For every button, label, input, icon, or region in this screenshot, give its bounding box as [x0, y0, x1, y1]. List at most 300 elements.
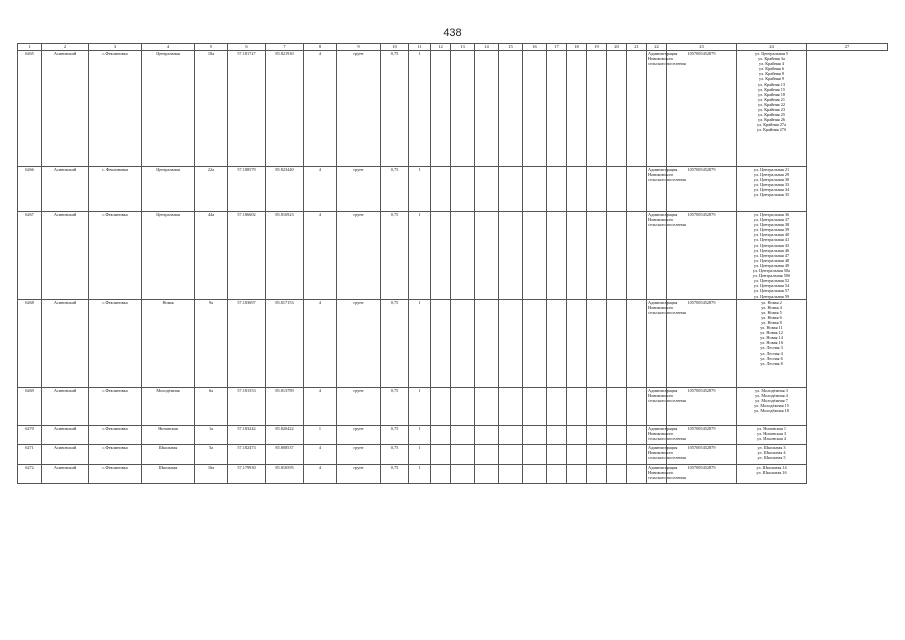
- column-header-5: 5: [195, 44, 228, 51]
- column-header-20: 20: [607, 44, 627, 51]
- cell-addresses: [737, 167, 807, 212]
- cell-empty: [475, 299, 499, 387]
- cell-ogrn: 1057005452879: [667, 425, 737, 444]
- cell-lat: 57.181727: [228, 51, 266, 167]
- column-header-22: 22: [647, 44, 667, 51]
- cell-area: 0,75: [381, 387, 409, 425]
- cell-street: Ничанская: [142, 425, 195, 444]
- cell-c8: 4: [304, 387, 337, 425]
- cell-empty: [567, 464, 587, 483]
- column-header-18: 18: [567, 44, 587, 51]
- admin-line: Администрация: [648, 444, 678, 450]
- address-line: ул. Крайняя 13: [757, 81, 786, 87]
- admin-line: Новиковского: [648, 449, 674, 455]
- cell-admin: [647, 299, 686, 387]
- cell-house: 22а: [195, 167, 228, 212]
- cell-district: Асиновский: [42, 387, 89, 425]
- cell-num: 6269: [18, 387, 42, 425]
- address-line: ул. Центральная 46: [753, 247, 790, 253]
- address-line: ул. Крайняя 15: [757, 86, 786, 92]
- address-line: ул. Центральная 33: [753, 182, 790, 188]
- cell-empty: [451, 51, 475, 167]
- cell-addresses: [737, 425, 807, 444]
- cell-empty: [547, 425, 567, 444]
- cell-count: 1: [409, 299, 431, 387]
- column-header-6: 6: [228, 44, 266, 51]
- column-header-24: 24: [737, 44, 807, 51]
- cell-empty: [587, 444, 607, 464]
- cell-addresses: [737, 464, 807, 483]
- address-line: ул. Школьная 14: [756, 464, 787, 470]
- table-row: [18, 167, 888, 212]
- cell-c8: 4: [304, 51, 337, 167]
- cell-ogrn: 1057005452879: [667, 51, 737, 167]
- cell-street: Школьная: [142, 444, 195, 464]
- cell-empty: [567, 387, 587, 425]
- cell-locality: с.Феклиновка: [89, 464, 142, 483]
- cell-house: 1а: [195, 425, 228, 444]
- address-line: ул. Центральная 21: [753, 167, 790, 172]
- cell-empty: [587, 464, 607, 483]
- cell-empty: [607, 167, 627, 212]
- address-line: ул. Центральная 41: [753, 237, 790, 243]
- cell-street: Центральная: [142, 212, 195, 300]
- cell-empty: [523, 167, 547, 212]
- cell-empty: [607, 464, 627, 483]
- cell-count: 1: [409, 444, 431, 464]
- admin-line: Новиковского: [648, 304, 674, 310]
- cell-empty: [627, 425, 647, 444]
- address-line: ул. Центральная 47: [753, 252, 790, 258]
- cell-lat: 57.179930: [228, 464, 266, 483]
- admin-line: Администрация: [648, 425, 678, 431]
- cell-empty: [607, 387, 627, 425]
- cell-lon: 85.808537: [266, 444, 304, 464]
- cell-addresses: [737, 299, 807, 387]
- cell-empty: [587, 299, 607, 387]
- column-header-14: 14: [475, 44, 499, 51]
- address-line: ул. Центральная 43: [753, 242, 790, 248]
- cell-count: 1: [409, 387, 431, 425]
- column-header-2: 2: [42, 44, 89, 51]
- table-row: [18, 299, 888, 387]
- cell-empty: [523, 387, 547, 425]
- address-line: ул. Молодёжная 4: [755, 392, 788, 398]
- cell-street: Новая: [142, 299, 195, 387]
- address-line: ул. Центральная 54: [753, 283, 790, 289]
- address-line: ул. Центральная 49: [753, 262, 790, 268]
- address-line: ул. Крайняя 23: [757, 107, 786, 113]
- cell-admin: [647, 464, 686, 483]
- cell-empty: [547, 212, 567, 300]
- column-header-10: 10: [381, 44, 409, 51]
- cell-empty: [475, 387, 499, 425]
- address-line: ул. Ничанская 3: [756, 430, 787, 436]
- admin-line: сельского поселения: [648, 222, 686, 228]
- cell-count: 1: [409, 167, 431, 212]
- address-line: ул. Крайняя 27а: [756, 122, 786, 128]
- cell-lat: 57.186602: [228, 212, 266, 300]
- cell-ogrn: 1057005452879: [667, 444, 737, 464]
- cell-empty: [567, 444, 587, 464]
- address-line: ул. Крайняя 25: [757, 112, 786, 118]
- admin-line: Новиковского: [648, 469, 674, 475]
- cell-empty: [499, 299, 523, 387]
- cell-count: 1: [409, 51, 431, 167]
- cell-empty: [627, 167, 647, 212]
- admin-line: сельского поселения: [648, 454, 686, 460]
- address-line: ул. Крайняя 21: [757, 96, 786, 102]
- cell-area: 0,75: [381, 51, 409, 167]
- table-row: [18, 51, 888, 167]
- column-header-12: 12: [431, 44, 451, 51]
- address-line: ул. Ильинская 4: [756, 435, 787, 441]
- cell-ogrn: 1057005452879: [667, 464, 737, 483]
- cell-district: Асиновский: [42, 444, 89, 464]
- cell-area: 0,75: [381, 167, 409, 212]
- column-header-3: 3: [89, 44, 142, 51]
- cell-surface: грунт: [337, 464, 381, 483]
- cell-street: Молодёжная: [142, 387, 195, 425]
- cell-empty: [547, 167, 567, 212]
- cell-ogrn: 1057005452879: [667, 212, 737, 300]
- cell-num: 6266: [18, 167, 42, 212]
- cell-empty: [627, 299, 647, 387]
- table-row: [18, 464, 888, 483]
- address-line: ул. Школьная 3: [757, 444, 786, 450]
- address-line: ул. Лесная 3: [760, 345, 783, 351]
- cell-empty: [475, 167, 499, 212]
- address-line: ул. Крайняя 27б: [756, 127, 787, 133]
- cell-district: Асиновский: [42, 51, 89, 167]
- cell-lon: 85.816595: [266, 464, 304, 483]
- cell-admin: [647, 212, 686, 300]
- cell-ogrn: 1057005452879: [667, 387, 737, 425]
- column-header-11: 11: [409, 44, 431, 51]
- admin-line: Новиковского: [648, 430, 674, 436]
- address-line: ул. Новая 11: [760, 325, 783, 331]
- column-header-21: 21: [627, 44, 647, 51]
- cell-empty: [547, 387, 567, 425]
- address-line: ул. Центральная 5: [754, 51, 789, 56]
- cell-lat: 57.182473: [228, 444, 266, 464]
- cell-locality: с.Феклиновка: [89, 444, 142, 464]
- address-line: ул. Центральная 50б: [752, 273, 791, 279]
- address-line: ул. Центральная 59: [753, 293, 790, 299]
- column-header-16: 16: [523, 44, 547, 51]
- admin-line: сельского поселения: [648, 397, 686, 403]
- cell-district: Асиновский: [42, 464, 89, 483]
- cell-c8: 4: [304, 444, 337, 464]
- cell-street: Школьная: [142, 464, 195, 483]
- address-line: ул. Школьная 5: [757, 454, 786, 460]
- address-line: ул. Центральная 36: [753, 212, 790, 217]
- cell-lon: 85.821930: [266, 51, 304, 167]
- cell-empty: [607, 299, 627, 387]
- cell-admin: [647, 51, 686, 167]
- admin-line: сельского поселения: [648, 61, 686, 67]
- cell-house: 9а: [195, 299, 228, 387]
- cell-empty: [607, 444, 627, 464]
- cell-admin: [647, 444, 686, 464]
- cell-empty: [451, 212, 475, 300]
- column-header-23: 23: [667, 44, 737, 51]
- column-header-27: 27: [807, 44, 888, 51]
- address-line: ул. Лесная 8: [760, 360, 783, 366]
- cell-lon: 85.820422: [266, 425, 304, 444]
- cell-locality: с.Феклиновка: [89, 212, 142, 300]
- cell-empty: [451, 444, 475, 464]
- cell-surface: грунт: [337, 387, 381, 425]
- cell-empty: [627, 464, 647, 483]
- admin-line: Новиковского: [648, 172, 674, 178]
- header-row: [18, 44, 888, 51]
- table-row: [18, 444, 888, 464]
- page-number: 438: [443, 27, 462, 39]
- cell-empty: [431, 387, 451, 425]
- cell-empty: [547, 299, 567, 387]
- address-line: ул. Лесная 4: [760, 350, 783, 356]
- cell-district: Асиновский: [42, 425, 89, 444]
- cell-empty: [587, 387, 607, 425]
- table-row: [18, 212, 888, 300]
- cell-surface: грунт: [337, 425, 381, 444]
- address-line: ул. Молодёжная 15: [754, 402, 789, 408]
- cell-empty: [431, 167, 451, 212]
- cell-area: 0,75: [381, 299, 409, 387]
- cell-house: 6а: [195, 387, 228, 425]
- admin-line: Администрация: [648, 212, 678, 217]
- admin-line: сельского поселения: [648, 474, 686, 480]
- address-line: ул. Крайняя 18: [757, 91, 786, 97]
- cell-area: 0,75: [381, 212, 409, 300]
- cell-empty: [499, 167, 523, 212]
- address-line: ул. Новая 4: [761, 304, 782, 310]
- address-line: ул. Центральная 37: [753, 217, 790, 223]
- admin-line: Администрация: [648, 51, 678, 56]
- table-row: [18, 425, 888, 444]
- cell-c8: 4: [304, 167, 337, 212]
- cell-locality: с.Феклиновка: [89, 425, 142, 444]
- cell-c8: 4: [304, 299, 337, 387]
- address-line: ул. Крайняя 6: [759, 66, 784, 72]
- cell-empty: [627, 51, 647, 167]
- cell-empty: [475, 425, 499, 444]
- admin-line: сельского поселения: [648, 435, 686, 441]
- cell-empty: [475, 444, 499, 464]
- cell-empty: [587, 212, 607, 300]
- cell-lat: 57.183697: [228, 299, 266, 387]
- cell-empty: [431, 212, 451, 300]
- cell-num: 6268: [18, 299, 42, 387]
- address-line: ул. Центральная 40: [753, 232, 790, 238]
- address-line: ул. Центральная 38: [753, 222, 790, 228]
- cell-empty: [431, 464, 451, 483]
- address-line: ул. Крайняя 8: [759, 71, 784, 77]
- table-row: [18, 387, 888, 425]
- address-line: ул. Крайняя 26: [757, 117, 786, 123]
- column-header-9: 9: [337, 44, 381, 51]
- cell-area: 0,75: [381, 425, 409, 444]
- cell-admin: [647, 167, 686, 212]
- address-line: ул. Новая 16: [760, 340, 783, 346]
- address-line: ул. Центральная 57: [753, 288, 790, 294]
- cell-empty: [567, 425, 587, 444]
- admin-line: Администрация: [648, 299, 678, 305]
- cell-count: 1: [409, 212, 431, 300]
- column-header-4: 4: [142, 44, 195, 51]
- cell-street: Центральная: [142, 167, 195, 212]
- address-line: ул. Центральная 34: [753, 187, 790, 193]
- cell-empty: [523, 464, 547, 483]
- cell-lat: 57.181553: [228, 387, 266, 425]
- address-line: ул. Крайняя 9: [759, 76, 784, 82]
- cell-num: 6272: [18, 464, 42, 483]
- column-header-8: 8: [304, 44, 337, 51]
- registry-table: [17, 43, 888, 484]
- cell-empty: [499, 51, 523, 167]
- cell-empty: [475, 51, 499, 167]
- admin-line: Администрация: [648, 387, 678, 393]
- admin-line: Новиковского: [648, 56, 674, 62]
- cell-admin: [647, 387, 686, 425]
- cell-empty: [523, 51, 547, 167]
- cell-empty: [475, 464, 499, 483]
- cell-empty: [431, 299, 451, 387]
- column-header-1: 1: [18, 44, 42, 51]
- cell-lon: 85.816923: [266, 212, 304, 300]
- cell-admin: [647, 425, 686, 444]
- cell-empty: [607, 51, 627, 167]
- cell-empty: [431, 425, 451, 444]
- address-line: ул. Центральная 30: [753, 177, 790, 183]
- cell-addresses: [737, 387, 807, 425]
- cell-c8: 1: [304, 425, 337, 444]
- cell-empty: [547, 464, 567, 483]
- cell-empty: [607, 425, 627, 444]
- address-line: ул. Новая 2: [761, 299, 782, 305]
- cell-lat: 57.188579: [228, 167, 266, 212]
- cell-empty: [567, 299, 587, 387]
- cell-empty: [523, 212, 547, 300]
- cell-lat: 57.183242: [228, 425, 266, 444]
- cell-num: 6265: [18, 51, 42, 167]
- cell-addresses: [737, 444, 807, 464]
- cell-surface: грунт: [337, 212, 381, 300]
- cell-empty: [499, 425, 523, 444]
- cell-empty: [607, 212, 627, 300]
- address-line: ул. Новая 6: [761, 314, 782, 320]
- cell-empty: [523, 444, 547, 464]
- address-line: ул. Крайняя 4: [759, 61, 784, 67]
- cell-lon: 85.813789: [266, 387, 304, 425]
- cell-c8: 4: [304, 464, 337, 483]
- cell-empty: [587, 425, 607, 444]
- admin-line: Администрация: [648, 464, 678, 470]
- address-line: ул. Молодёжная 3: [755, 387, 788, 393]
- cell-empty: [567, 167, 587, 212]
- cell-empty: [451, 464, 475, 483]
- cell-empty: [499, 212, 523, 300]
- admin-line: Новиковского: [648, 217, 674, 223]
- cell-empty: [523, 299, 547, 387]
- cell-surface: грунт: [337, 299, 381, 387]
- cell-empty: [431, 51, 451, 167]
- address-line: ул. Молодёжная 7: [755, 397, 788, 403]
- column-header-17: 17: [547, 44, 567, 51]
- cell-empty: [431, 444, 451, 464]
- cell-locality: с.Феклиновка: [89, 299, 142, 387]
- cell-area: 0,75: [381, 464, 409, 483]
- cell-num: 6270: [18, 425, 42, 444]
- address-line: ул. Центральная 48: [753, 257, 790, 263]
- cell-empty: [451, 299, 475, 387]
- cell-empty: [587, 167, 607, 212]
- address-line: ул. Школьная 4: [757, 449, 786, 455]
- cell-empty: [547, 444, 567, 464]
- cell-num: 6267: [18, 212, 42, 300]
- cell-count: 1: [409, 425, 431, 444]
- cell-addresses: [737, 51, 807, 167]
- address-line: ул. Центральная 39: [753, 227, 790, 233]
- address-line: ул. Новая 14: [760, 335, 783, 341]
- cell-surface: грунт: [337, 444, 381, 464]
- cell-locality: с.Феклиновка: [89, 387, 142, 425]
- cell-district: Асиновский: [42, 167, 89, 212]
- admin-line: сельского поселения: [648, 309, 686, 315]
- cell-empty: [547, 51, 567, 167]
- cell-house: 5а: [195, 444, 228, 464]
- cell-district: Асиновский: [42, 299, 89, 387]
- cell-empty: [499, 387, 523, 425]
- address-line: ул. Центральная 52: [753, 278, 790, 284]
- cell-num: 6271: [18, 444, 42, 464]
- address-line: ул. Крайняя 22: [757, 101, 786, 107]
- cell-empty: [499, 444, 523, 464]
- cell-empty: [499, 464, 523, 483]
- cell-lon: 85.817153: [266, 299, 304, 387]
- cell-surface: грунт: [337, 51, 381, 167]
- address-line: ул. Школьная 16: [756, 469, 787, 475]
- admin-line: Новиковского: [648, 392, 674, 398]
- cell-addresses: [737, 212, 807, 300]
- cell-house: 18а: [195, 51, 228, 167]
- address-line: ул. Ничанская 1: [756, 425, 787, 431]
- cell-empty: [627, 387, 647, 425]
- cell-house: 16а: [195, 464, 228, 483]
- cell-locality: с. Феклиновка: [89, 167, 142, 212]
- address-line: ул. Новая 12: [760, 330, 783, 336]
- cell-empty: [451, 425, 475, 444]
- column-header-7: 7: [266, 44, 304, 51]
- address-line: ул. Лесная 6: [760, 355, 783, 361]
- address-line: ул. Новая 8: [761, 319, 782, 325]
- cell-empty: [451, 387, 475, 425]
- cell-count: 1: [409, 464, 431, 483]
- cell-surface: грунт: [337, 167, 381, 212]
- cell-empty: [451, 167, 475, 212]
- cell-empty: [567, 212, 587, 300]
- cell-c8: 4: [304, 212, 337, 300]
- cell-ogrn: 1057005452879: [667, 299, 737, 387]
- cell-area: 0,75: [381, 444, 409, 464]
- address-line: ул. Центральная 35: [753, 192, 790, 198]
- cell-empty: [475, 212, 499, 300]
- cell-street: Центральная: [142, 51, 195, 167]
- cell-locality: с.Феклиновка: [89, 51, 142, 167]
- address-line: ул. Молодёжная 18: [754, 407, 789, 413]
- cell-house: 44а: [195, 212, 228, 300]
